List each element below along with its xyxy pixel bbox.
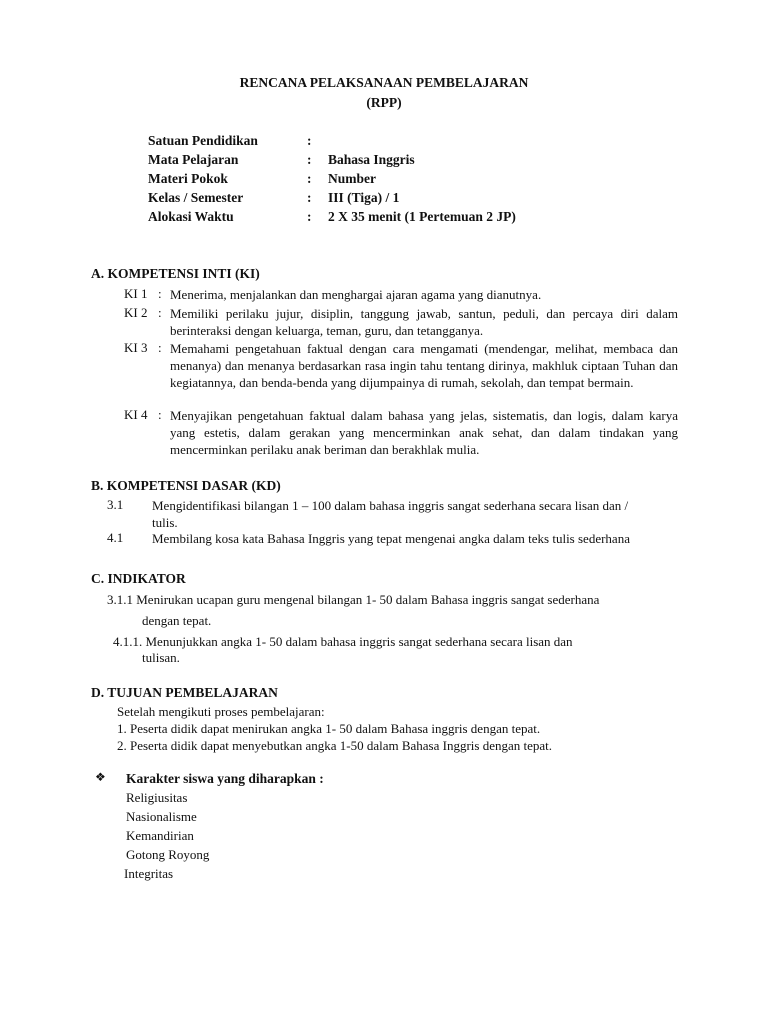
karakter-item: Gotong Royong bbox=[126, 847, 210, 862]
ki-code: KI 2 bbox=[124, 305, 148, 320]
tujuan-item: 2. Peserta didik dapat menyebutkan angka 1-50 dalam Bahasa Inggris dengan tepat. bbox=[117, 738, 553, 753]
indikator-line: 3.1.1 Menirukan ucapan guru mengenal bilangan 1- 50 dalam Bahasa inggris sangat sederhana bbox=[107, 592, 600, 607]
section-a-heading: A. KOMPETENSI INTI (KI) bbox=[91, 266, 260, 281]
identity-separator: : bbox=[307, 152, 312, 167]
indikator-line: tulisan. bbox=[142, 650, 180, 665]
ki-code: KI 4 bbox=[124, 407, 148, 422]
indikator-line: dengan tepat. bbox=[142, 613, 212, 628]
ki-text: Memiliki perilaku jujur, disiplin, tanggung jawab, santun, peduli, dan percaya diri dalam berinteraksi dengan keluarga, teman, guru, dan tetangganya. bbox=[170, 306, 678, 338]
karakter-item: Integritas bbox=[124, 866, 174, 881]
kd-text: Membilang kosa kata Bahasa Inggris yang tepat mengenai angka dalam teks tulis sederhana bbox=[152, 531, 630, 546]
ki-separator: : bbox=[158, 407, 162, 422]
identity-label: Kelas / Semester bbox=[148, 190, 244, 205]
identity-label: Satuan Pendidikan bbox=[148, 133, 258, 148]
karakter-item: Kemandirian bbox=[126, 828, 194, 843]
section-d-heading: D. TUJUAN PEMBELAJARAN bbox=[91, 685, 278, 700]
identity-value: III (Tiga) / 1 bbox=[328, 190, 400, 205]
identity-separator: : bbox=[307, 133, 312, 148]
ki-separator: : bbox=[158, 340, 162, 355]
ki-code: KI 1 bbox=[124, 286, 148, 301]
document-title: RENCANA PELAKSANAAN PEMBELAJARAN bbox=[239, 75, 529, 90]
kd-text: Mengidentifikasi bilangan 1 – 100 dalam bahasa inggris sangat sederhana secara lisan dan / tulis. bbox=[152, 498, 629, 530]
identity-label: Mata Pelajaran bbox=[148, 152, 239, 167]
section-c-heading: C. INDIKATOR bbox=[91, 571, 186, 586]
ki-text: Menerima, menjalankan dan menghargai ajaran agama yang dianutnya. bbox=[170, 287, 542, 302]
tujuan-item: 1. Peserta didik dapat menirukan angka 1- 50 dalam Bahasa inggris dengan tepat. bbox=[117, 721, 541, 736]
document-subtitle: (RPP) bbox=[366, 95, 402, 110]
ki-text: Menyajikan pengetahuan faktual dalam bahasa yang jelas, sistematis, dan logis, dalam karya yang estetis, dalam gerakan yang mencerminkan anak sehat, dan dalam tindakan yang mencerminkan perilaku anak beriman dan berakhlak mulia. bbox=[170, 408, 678, 457]
identity-value: 2 X 35 menit (1 Pertemuan 2 JP) bbox=[328, 209, 516, 224]
identity-separator: : bbox=[307, 171, 312, 186]
identity-value: Number bbox=[328, 171, 376, 186]
identity-separator: : bbox=[307, 190, 312, 205]
diamond-bullet-icon: ❖ bbox=[95, 770, 106, 784]
identity-separator: : bbox=[307, 209, 312, 224]
karakter-item: Religiusitas bbox=[126, 790, 188, 805]
indikator-line: 4.1.1. Menunjukkan angka 1- 50 dalam bahasa inggris sangat sederhana secara lisan dan bbox=[113, 634, 573, 649]
ki-separator: : bbox=[158, 305, 162, 320]
kd-code: 4.1 bbox=[107, 530, 124, 545]
karakter-heading: Karakter siswa yang diharapkan : bbox=[126, 771, 324, 786]
ki-text: Memahami pengetahuan faktual dengan cara mengamati (mendengar, melihat, membaca dan menanya) dan menanya berdasarkan rasa ingin tahu tentang dirinya, makhluk ciptaan Tuhan dan kegiatannya, dan benda-benda yang dijumpainya di rumah, sekolah, dan tempat bermain. bbox=[170, 341, 678, 390]
identity-value: Bahasa Inggris bbox=[328, 152, 415, 167]
ki-code: KI 3 bbox=[124, 340, 148, 355]
section-b-heading: B. KOMPETENSI DASAR (KD) bbox=[91, 478, 281, 493]
karakter-item: Nasionalisme bbox=[126, 809, 197, 824]
identity-label: Materi Pokok bbox=[148, 171, 228, 186]
tujuan-intro: Setelah mengikuti proses pembelajaran: bbox=[117, 704, 325, 719]
kd-code: 3.1 bbox=[107, 497, 124, 512]
ki-separator: : bbox=[158, 286, 162, 301]
identity-label: Alokasi Waktu bbox=[148, 209, 234, 224]
